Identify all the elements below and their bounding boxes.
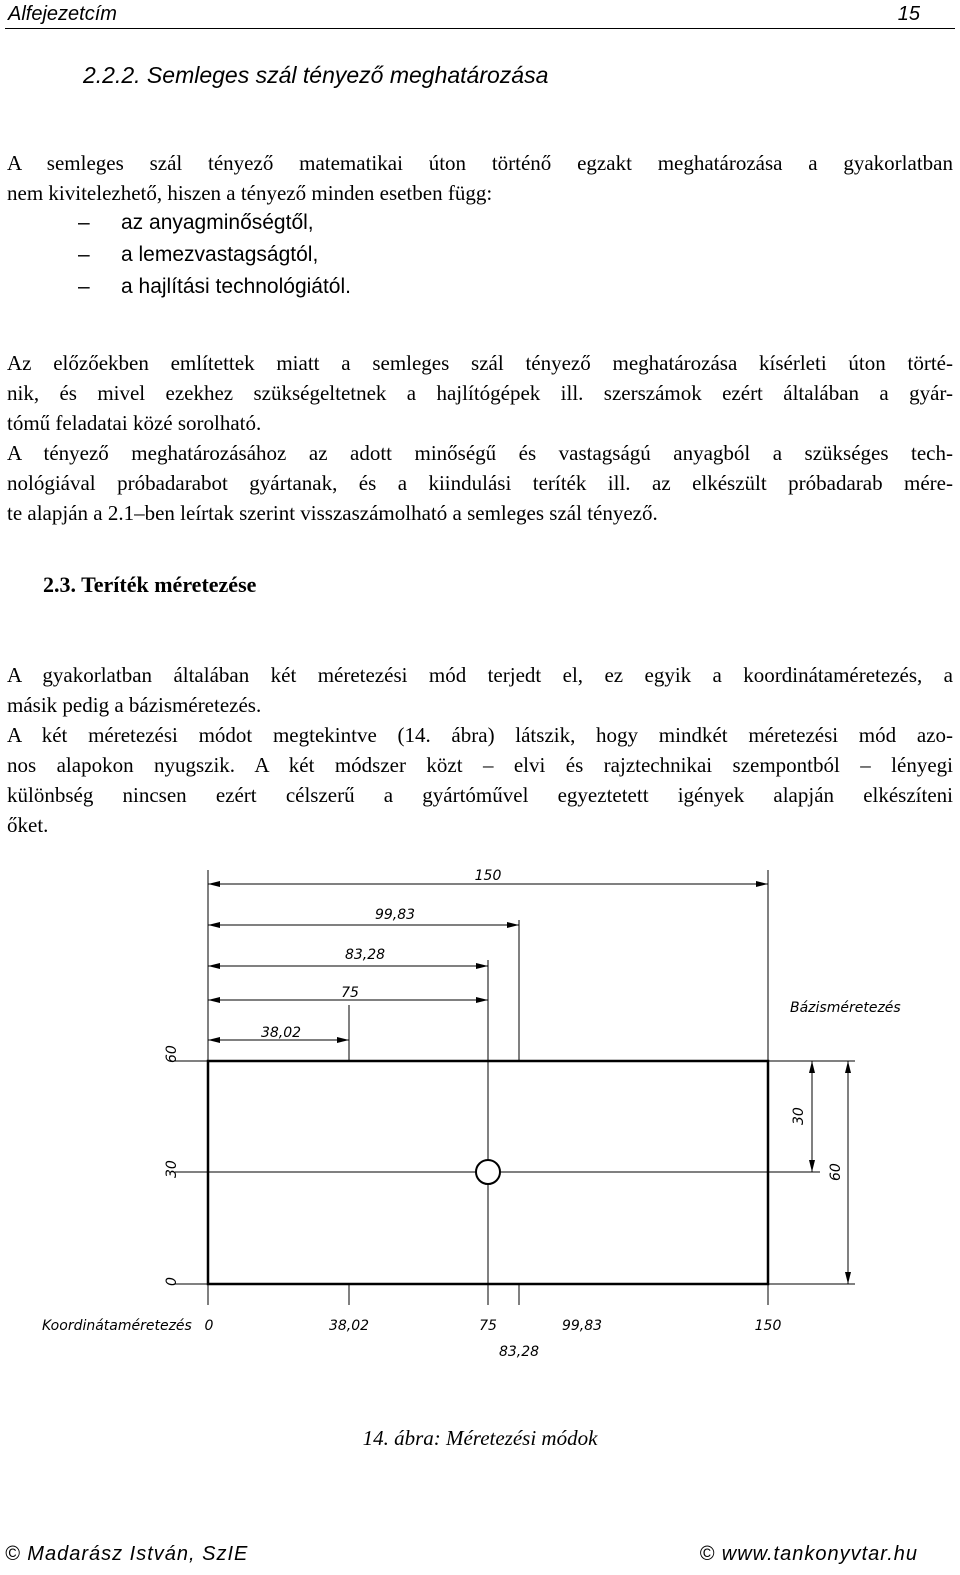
coordinate-method-label: Koordinátaméretezés [42, 1318, 192, 1334]
list-item [78, 240, 318, 270]
text-line: nem kivitelezhető, hiszen a tényező minden esetben függ: [7, 181, 493, 205]
text-line: nik, és mivel ezekhez szükségeltetnek a hajlítógépek ill. szerszámok ezért általában a gyár- [7, 381, 953, 405]
dim-label: 38,02 [260, 1025, 302, 1041]
text-line: A gyakorlatban általában két méretezési mód terjedt el, ez egyik a koordinátaméretezés, a [7, 663, 953, 687]
intro-paragraph [7, 148, 953, 208]
text-line: te alapján a 2.1–ben leírtak szerint visszaszámolható a semleges szál tényező. [7, 501, 658, 525]
page-number: 15 [897, 3, 920, 25]
coord-label: 0 [204, 1318, 214, 1334]
text-line: másik pedig a bázisméretezés. [7, 693, 262, 717]
subsection-title: 2.2.2. Semleges szál tényező meghatározása [83, 62, 549, 88]
dash-bullet-icon: – [78, 243, 90, 266]
list-item [78, 272, 351, 302]
text-line: tómű feladatai közé sorolható. [7, 411, 262, 435]
dim-label: 60 [164, 1045, 180, 1063]
text-line: őket. [7, 813, 49, 837]
dim-label: 30 [164, 1160, 180, 1178]
hole-circle [476, 1160, 500, 1184]
text-line: A két méretezési módot megtekintve (14. ábra) látszik, hogy mindkét méretezési mód azo- [7, 723, 953, 747]
text-line: nos alapokon nyugszik. A két módszer közt – elvi és rajztechnikai szempontból – lényegi [7, 753, 953, 777]
dim-label: 83,28 [344, 947, 386, 963]
coord-label: 99,83 [561, 1318, 603, 1334]
extension-lines [175, 870, 855, 1305]
coord-label: 75 [479, 1318, 497, 1334]
dimensioning-drawing [0, 850, 960, 1370]
footer-website: © www.tankonyvtar.hu [699, 1543, 918, 1565]
section-title: 2.3. Teríték méretezése [43, 572, 257, 597]
list-item [78, 208, 314, 238]
list-item-text: a lemezvastagságtól, [121, 243, 319, 266]
page-header [5, 0, 955, 29]
list-item-text: az anyagminőségtől, [121, 211, 314, 234]
dim-label: 150 [474, 868, 502, 884]
coord-label: 38,02 [328, 1318, 370, 1334]
coord-label: 150 [754, 1318, 782, 1334]
text-line: A tényező meghatározásához az adott minőségű és vastagságú anyagból a szükséges tech- [7, 441, 953, 465]
figure-caption: 14. ábra: Méretezési módok [362, 1426, 598, 1450]
coord-label: 83,28 [498, 1344, 540, 1360]
dash-bullet-icon: – [78, 275, 90, 298]
dim-label: 30 [791, 1107, 807, 1125]
arrowheads [208, 881, 851, 1284]
dim-label: 99,83 [374, 907, 416, 923]
dim-label: 60 [828, 1163, 844, 1181]
list-item-text: a hajlítási technológiától. [121, 275, 351, 298]
text-line: nológiával próbadarabot gyártanak, és a kiindulási teríték ill. az elkészült próbadarab mére- [7, 471, 953, 495]
dash-bullet-icon: – [78, 211, 90, 234]
dimensioning-paragraph [7, 660, 953, 840]
dim-label: 75 [341, 985, 359, 1001]
text-line: A semleges szál tényező matematikai úton történő egzakt meghatározása a gyakorlatban [7, 151, 953, 175]
dimension-lines [208, 884, 848, 1284]
text-line: különbség nincsen ezért célszerű a gyártóművel egyeztetett igények alapján elkészíteni [7, 783, 953, 807]
footer-copyright: © Madarász István, SzIE [5, 1543, 249, 1565]
header-title: Alfejezetcím [8, 3, 117, 25]
base-method-label: Bázisméretezés [790, 1000, 901, 1016]
text-line: Az előzőekben említettek miatt a semleges szál tényező meghatározása kísérleti úton törté- [7, 351, 953, 375]
dim-label: 0 [164, 1277, 180, 1286]
experimental-paragraph [7, 348, 953, 528]
